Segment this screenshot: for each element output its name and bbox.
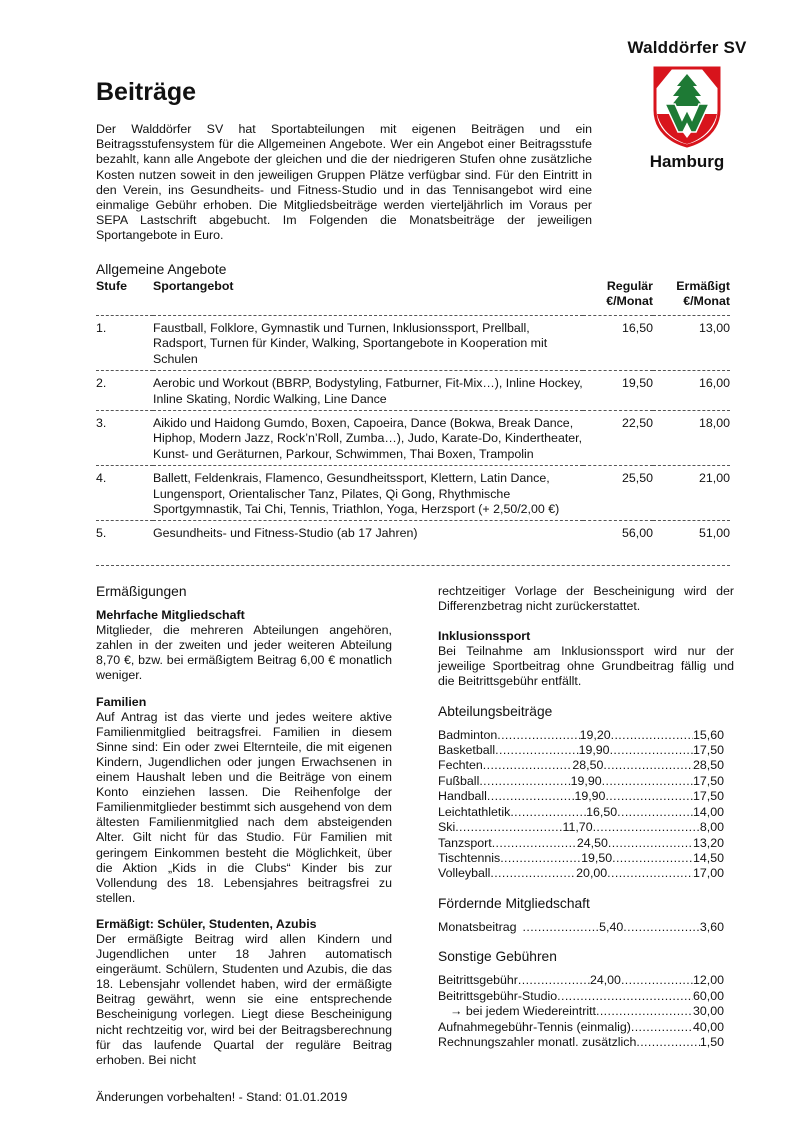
- payer-fee-row: Rechnungszahler monatl. zusätzlich ..... 1,50: [438, 1035, 724, 1050]
- table-row: [96, 411, 730, 466]
- table-row: [96, 521, 730, 545]
- club-logo: [612, 38, 762, 172]
- row-sport: Aerobic und Workout (BBRP, Bodystyling, Fatburner, Fit-Mix…), Inline Hockey, Inline Skating, Nordic Walking, Line Dance: [153, 371, 583, 411]
- row-reduced: 21,00: [653, 466, 730, 521]
- fees-column: [438, 584, 734, 1050]
- discounts-column: [96, 584, 392, 1068]
- header-reduced: Ermäßigt €/Monat: [676, 279, 730, 308]
- row-reduced: 18,00: [653, 411, 730, 466]
- footer-note: Änderungen vorbehalten! - Stand: 01.01.2019: [96, 1090, 348, 1104]
- students-title: Ermäßigt: Schüler, Studenten, Azubis: [96, 916, 317, 931]
- list-item: Leichtathletik ..... 16,50 ..... 14,00: [438, 805, 724, 820]
- club-city: Hamburg: [649, 152, 725, 171]
- general-offers-heading: Allgemeine Angebote: [96, 262, 227, 277]
- family-title: Familien: [96, 694, 147, 709]
- header-sport: Sportangebot: [153, 279, 234, 293]
- row-stufe: 4.: [96, 466, 153, 521]
- row-sport: Aikido und Haidong Gumdo, Boxen, Capoeira, Dance (Bokwa, Break Dance, Hiphop, Modern Jazz, Rock’n’Roll, Zumba…), Judo, Karate-Do, Kindertheater, Kunst- und Geräturnen, Parkour, Schwimmen, Thai Boxen, Trampolin: [153, 411, 583, 466]
- header-regular: Regulär €/Monat: [606, 279, 653, 308]
- inclusion-text: Bei Teilnahme am Inklusionssport wird nur der jeweilige Sportbeitrag ohne Grundbeitrag fällig und die Beitrittsgebühr entfällt.: [438, 644, 734, 689]
- list-item: Ski ..... 11,70 ..... 8,00: [438, 820, 724, 835]
- intro-paragraph: Der Walddörfer SV hat Sportabteilungen mit eigenen Beiträgen und ein Beitragsstufensystem für die Allgemeinen Angebote. Wer ein Angebot einer Beitragsstufe bezahlt, kann alle Angebote der gleichen und die der niedrigeren Stufen ohne zusätzliche Kosten nutzen soweit in den jeweiligen Gruppen Plätze verfügbar sind. Für den Eintritt in den Verein, ins Gesundheits- und Fitness-Studio und in das Tennisangebot wird eine einmalige Gebühr erhoben. Die Mitgliedsbeiträge werden vierteljährlich im Voraus per SEPA Lastschrift abgebucht. Im Folgenden die Monatsbeiträge der jeweiligen Sportangebote in Euro.: [96, 122, 592, 243]
- list-item: Badminton ..... 19,20 ..... 15,60: [438, 728, 724, 743]
- header-stufe: Stufe: [96, 279, 127, 293]
- row-stufe: 3.: [96, 411, 153, 466]
- list-item: Volleyball ..... 20,00 ..... 17,00: [438, 866, 724, 881]
- family-text: Auf Antrag ist das vierte und jedes weitere aktive Familienmitglied beitragsfrei. Familien in diesem Sinne sind: Ein oder zwei Elternteile, die mit eigenen Kindern, Jugendlichen oder jungen Erwachsenen in einem Haushalt leben und die Beiträge von einem Konto einziehen lassen. Die Reihenfolge der Familienmitglieder bestimmt sich ausgehend von dem ältesten Familienmitglied nach dem absteigenden Alter. Gilt nicht für das Studio. Für Familien mit geringem Einkommen besteht die Möglichkeit, über die Aktion „Kids in die Clubs“ Kinder bis zur Vollendung des 18. Lebensjahres beitragsfrei zu stellen.: [96, 709, 392, 905]
- row-regular: 25,50: [583, 466, 653, 521]
- row-reduced: 16,00: [653, 371, 730, 411]
- inclusion-title: Inklusionssport: [438, 629, 531, 644]
- club-name: Walddörfer SV: [627, 38, 747, 57]
- tennis-fee-row: Aufnahmegebühr-Tennis (einmalig) ..... 40,00: [438, 1020, 724, 1035]
- multi-membership-text: Mitglieder, die mehreren Abteilungen angehören, zahlen in der zweiten und jeder weiteren Abteilung 8,70 €, bzw. bei ermäßigtem Beitrag 6,00 € monatlich weniger.: [96, 623, 392, 683]
- department-fees-heading: Abteilungsbeiträge: [438, 703, 553, 719]
- discounts-heading: Ermäßigungen: [96, 584, 187, 599]
- club-crest-icon: [651, 64, 723, 148]
- general-offers-table: [96, 279, 730, 545]
- list-item: Fußball ..... 19,90 ..... 17,50: [438, 774, 724, 789]
- row-regular: 16,50: [583, 316, 653, 371]
- row-regular: 56,00: [583, 521, 653, 545]
- entry-fee-row: Beitrittsgebühr ..... 24,00 ..... 12,00: [438, 973, 724, 988]
- row-reduced: 51,00: [653, 521, 730, 545]
- table-row: [96, 316, 730, 371]
- reentry-fee-row: → bei jedem Wiedereintritt ..... 30,00: [438, 1004, 724, 1019]
- table-row: [96, 371, 730, 411]
- row-sport: Ballett, Feldenkrais, Flamenco, Gesundheitssport, Klettern, Latin Dance, Lungensport, Orientalischer Tanz, Pilates, Qi Gong, Rhythmische Sportgymnastik, Tai Chi, Tennis, Triathlon, Yoga, Herzsport (+ 2,50/2,00 €): [153, 466, 583, 521]
- supporting-fee-row: Monatsbeitrag ..... 5,40 ..... 3,60: [438, 920, 724, 935]
- row-stufe: 5.: [96, 521, 153, 545]
- list-item: Tischtennis ..... 19,50 ..... 14,50: [438, 851, 724, 866]
- row-regular: 22,50: [583, 411, 653, 466]
- students-text: Der ermäßigte Beitrag wird allen Kindern und Jugendlichen unter 18 Jahren automatisch eingeräumt. Schülern, Studenten und Azubis, die das 18. Lebensjahr vollendet haben, wird der ermäßigte Beitrag gewährt, wenn sie eine entsprechende Bescheinigung vorlegen. Liegt diese Bescheinigung nicht rechtzeitig vor, wird bei der Beitragsberechnung für das laufende Quartal der reguläre Beitrag erhoben. Bei nicht: [96, 931, 392, 1067]
- department-fees-list: [438, 728, 724, 882]
- studio-fee-row: Beitrittsgebühr-Studio ..... 60,00: [438, 989, 724, 1004]
- other-fees-heading: Sonstige Gebühren: [438, 949, 557, 965]
- table-header-row: [96, 279, 730, 316]
- table-row: [96, 466, 730, 521]
- row-regular: 19,50: [583, 371, 653, 411]
- row-sport: Faustball, Folklore, Gymnastik und Turnen, Inklusionssport, Prellball, Radsport, Turnen für Kinder, Walking, Sportangebote in Kooperation mit Schulen: [153, 316, 583, 371]
- list-item: Basketball ..... 19,90 ..... 17,50: [438, 743, 724, 758]
- table-bottom-divider: [96, 565, 730, 566]
- list-item: Handball ..... 19,90 ..... 17,50: [438, 789, 724, 804]
- supporting-membership-heading: Fördernde Mitgliedschaft: [438, 895, 590, 911]
- list-item: Tanzsport ..... 24,50 ..... 13,20: [438, 836, 724, 851]
- page-title: Beiträge: [96, 78, 197, 106]
- row-reduced: 13,00: [653, 316, 730, 371]
- multi-membership-title: Mehrfache Mitgliedschaft: [96, 608, 245, 623]
- row-stufe: 1.: [96, 316, 153, 371]
- row-sport: Gesundheits- und Fitness-Studio (ab 17 Jahren): [153, 521, 583, 545]
- list-item: Fechten ..... 28,50 ..... 28,50: [438, 758, 724, 773]
- row-stufe: 2.: [96, 371, 153, 411]
- students-text-continued: rechtzeitiger Vorlage der Bescheinigung wird der Differenzbetrag nicht zurückerstattet.: [438, 584, 734, 614]
